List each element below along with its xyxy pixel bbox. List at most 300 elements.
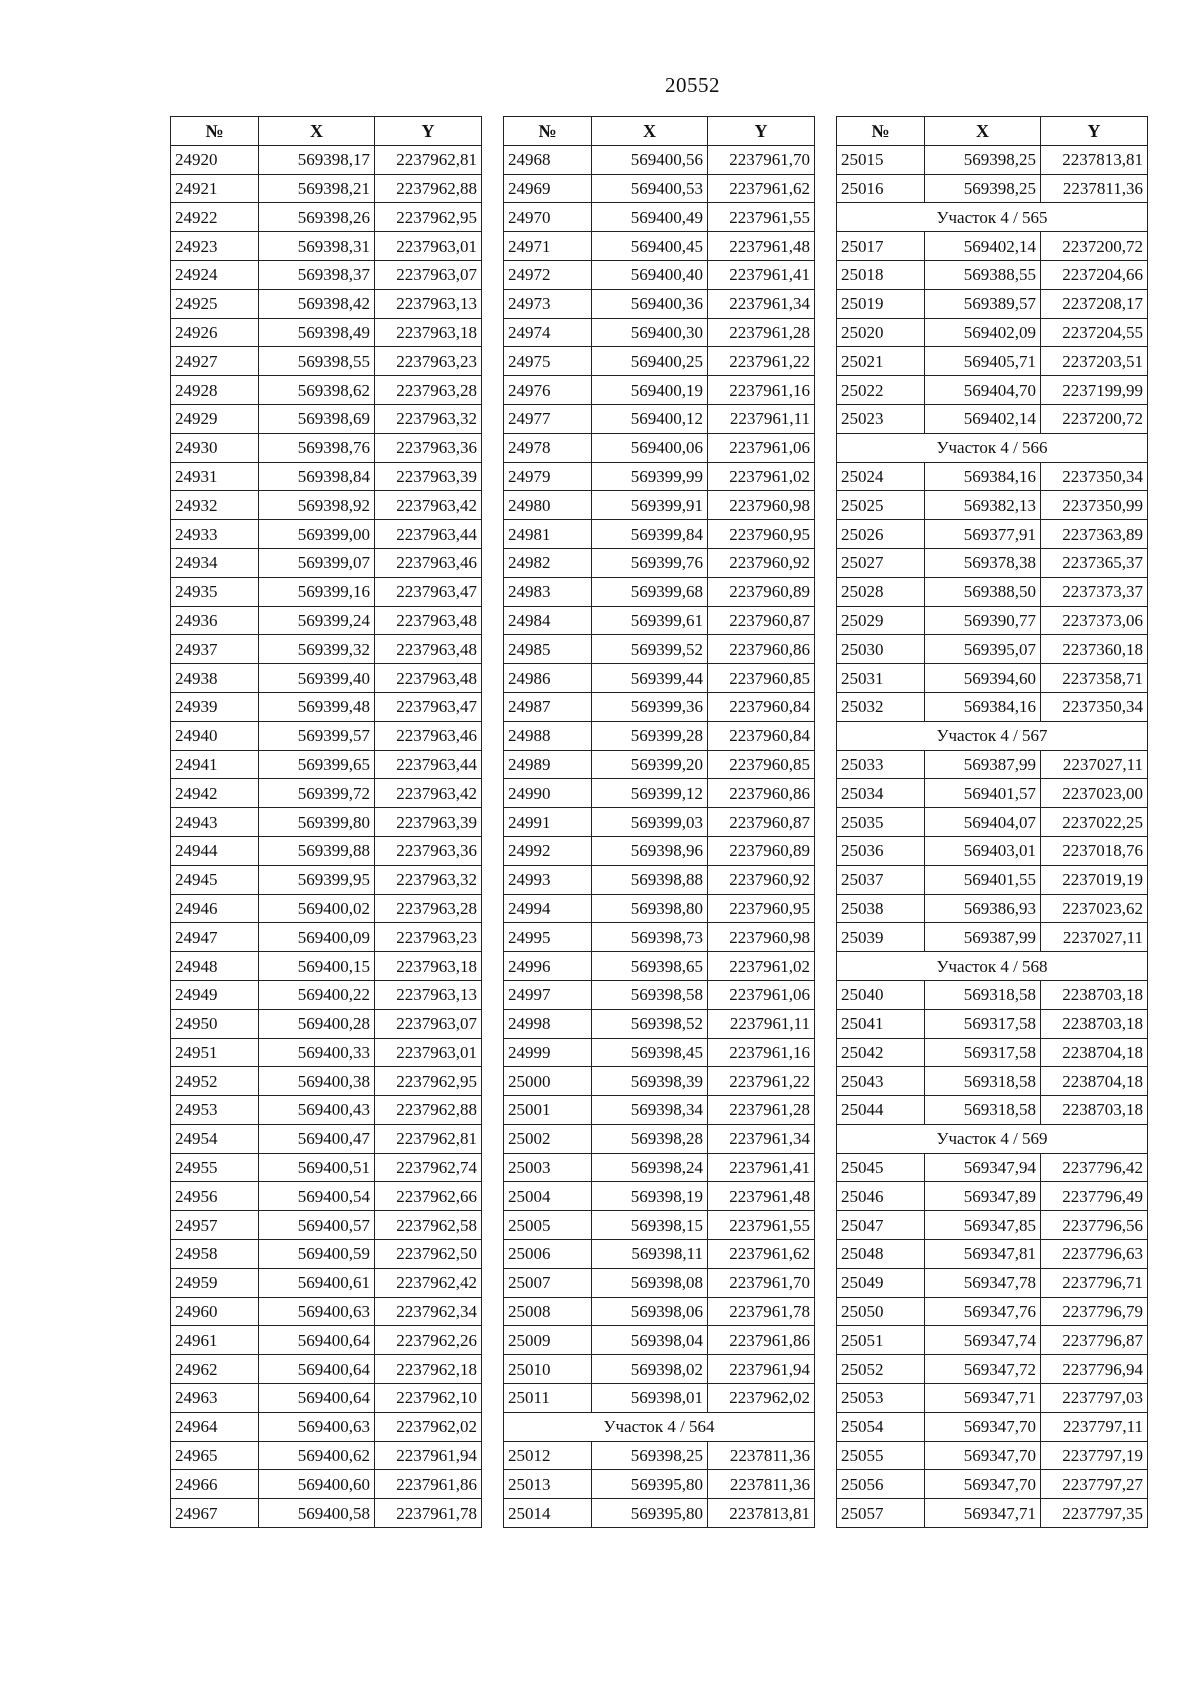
section-row (837, 721, 1148, 750)
coordinates-table-1 (170, 116, 482, 1528)
x-coordinate: 569400,64 (259, 1355, 375, 1384)
table-row (504, 1355, 815, 1384)
x-coordinate: 569400,54 (259, 1182, 375, 1211)
point-number: 25030 (837, 635, 925, 664)
y-coordinate: 2237960,84 (708, 692, 815, 721)
x-coordinate: 569386,93 (925, 894, 1041, 923)
point-number: 24985 (504, 635, 592, 664)
table-row (171, 1240, 482, 1269)
point-number: 24959 (171, 1268, 259, 1297)
table-row (837, 174, 1148, 203)
table-row (504, 289, 815, 318)
y-coordinate: 2237200,72 (1041, 232, 1148, 261)
table-row (504, 404, 815, 433)
table-row (171, 865, 482, 894)
x-coordinate: 569398,08 (592, 1268, 708, 1297)
y-coordinate: 2237960,95 (708, 894, 815, 923)
y-coordinate: 2237811,36 (708, 1441, 815, 1470)
y-coordinate: 2237960,85 (708, 664, 815, 693)
x-coordinate: 569399,07 (259, 548, 375, 577)
x-coordinate: 569405,71 (925, 347, 1041, 376)
header-y: Y (708, 117, 815, 146)
x-coordinate: 569399,65 (259, 750, 375, 779)
header-row (837, 117, 1148, 146)
table-row (837, 1182, 1148, 1211)
point-number: 25021 (837, 347, 925, 376)
x-coordinate: 569400,36 (592, 289, 708, 318)
table-row (504, 1067, 815, 1096)
table-row (171, 692, 482, 721)
y-coordinate: 2237796,87 (1041, 1326, 1148, 1355)
point-number: 24968 (504, 145, 592, 174)
x-coordinate: 569347,72 (925, 1355, 1041, 1384)
x-coordinate: 569395,07 (925, 635, 1041, 664)
point-number: 25036 (837, 836, 925, 865)
x-coordinate: 569398,28 (592, 1124, 708, 1153)
y-coordinate: 2237963,18 (375, 952, 482, 981)
table-row (504, 692, 815, 721)
point-number: 25009 (504, 1326, 592, 1355)
y-coordinate: 2237360,18 (1041, 635, 1148, 664)
point-number: 24977 (504, 404, 592, 433)
table-row (504, 520, 815, 549)
table-row (171, 750, 482, 779)
y-coordinate: 2237796,71 (1041, 1268, 1148, 1297)
table-row (837, 635, 1148, 664)
y-coordinate: 2237962,95 (375, 1067, 482, 1096)
table-row (837, 980, 1148, 1009)
x-coordinate: 569399,40 (259, 664, 375, 693)
header-x: X (592, 117, 708, 146)
x-coordinate: 569400,45 (592, 232, 708, 261)
point-number: 24950 (171, 1009, 259, 1038)
y-coordinate: 2237961,86 (708, 1326, 815, 1355)
x-coordinate: 569399,12 (592, 779, 708, 808)
table-row (171, 923, 482, 952)
section-title: Участок 4 / 566 (837, 433, 1148, 462)
y-coordinate: 2237961,78 (375, 1499, 482, 1528)
table-row (171, 433, 482, 462)
section-row (504, 1412, 815, 1441)
x-coordinate: 569387,99 (925, 923, 1041, 952)
table-row (837, 865, 1148, 894)
table-row (171, 203, 482, 232)
y-coordinate: 2237350,34 (1041, 692, 1148, 721)
y-coordinate: 2237204,55 (1041, 318, 1148, 347)
point-number: 25025 (837, 491, 925, 520)
y-coordinate: 2237813,81 (708, 1499, 815, 1528)
table-row (837, 520, 1148, 549)
y-coordinate: 2237350,99 (1041, 491, 1148, 520)
point-number: 24958 (171, 1240, 259, 1269)
x-coordinate: 569400,58 (259, 1499, 375, 1528)
point-number: 24938 (171, 664, 259, 693)
point-number: 25048 (837, 1240, 925, 1269)
point-number: 25034 (837, 779, 925, 808)
point-number: 24994 (504, 894, 592, 923)
point-number: 25006 (504, 1240, 592, 1269)
table-row (171, 577, 482, 606)
y-coordinate: 2237199,99 (1041, 376, 1148, 405)
y-coordinate: 2237373,06 (1041, 606, 1148, 635)
table-row (837, 1211, 1148, 1240)
x-coordinate: 569399,80 (259, 808, 375, 837)
x-coordinate: 569400,63 (259, 1297, 375, 1326)
y-coordinate: 2237962,10 (375, 1384, 482, 1413)
x-coordinate: 569317,58 (925, 1038, 1041, 1067)
point-number: 24999 (504, 1038, 592, 1067)
x-coordinate: 569398,21 (259, 174, 375, 203)
table-row (837, 1067, 1148, 1096)
x-coordinate: 569398,39 (592, 1067, 708, 1096)
section-title: Участок 4 / 568 (837, 952, 1148, 981)
table-row (504, 174, 815, 203)
x-coordinate: 569347,94 (925, 1153, 1041, 1182)
y-coordinate: 2237363,89 (1041, 520, 1148, 549)
point-number: 24993 (504, 865, 592, 894)
table-row (504, 1124, 815, 1153)
y-coordinate: 2237963,28 (375, 894, 482, 923)
y-coordinate: 2237962,50 (375, 1240, 482, 1269)
table-row (171, 1038, 482, 1067)
point-number: 24991 (504, 808, 592, 837)
y-coordinate: 2237963,46 (375, 548, 482, 577)
table-row (837, 1009, 1148, 1038)
table-row (171, 1009, 482, 1038)
x-coordinate: 569398,45 (592, 1038, 708, 1067)
table-row (837, 1240, 1148, 1269)
point-number: 25042 (837, 1038, 925, 1067)
point-number: 24986 (504, 664, 592, 693)
y-coordinate: 2237961,48 (708, 1182, 815, 1211)
y-coordinate: 2237961,62 (708, 174, 815, 203)
y-coordinate: 2237961,11 (708, 1009, 815, 1038)
point-number: 24944 (171, 836, 259, 865)
x-coordinate: 569347,70 (925, 1412, 1041, 1441)
x-coordinate: 569384,16 (925, 462, 1041, 491)
x-coordinate: 569399,61 (592, 606, 708, 635)
y-coordinate: 2237960,85 (708, 750, 815, 779)
table-row (837, 318, 1148, 347)
y-coordinate: 2237365,37 (1041, 548, 1148, 577)
point-number: 24983 (504, 577, 592, 606)
point-number: 25013 (504, 1470, 592, 1499)
point-number: 25037 (837, 865, 925, 894)
header-x: X (925, 117, 1041, 146)
table-row (504, 1038, 815, 1067)
x-coordinate: 569398,19 (592, 1182, 708, 1211)
table-row (837, 260, 1148, 289)
point-number: 24970 (504, 203, 592, 232)
y-coordinate: 2237961,28 (708, 1096, 815, 1125)
y-coordinate: 2237961,41 (708, 260, 815, 289)
point-number: 24928 (171, 376, 259, 405)
point-number: 24997 (504, 980, 592, 1009)
table-row (837, 664, 1148, 693)
x-coordinate: 569398,73 (592, 923, 708, 952)
page-number: 20552 (665, 73, 720, 97)
y-coordinate: 2237960,89 (708, 836, 815, 865)
table-row (837, 606, 1148, 635)
table-row (837, 1355, 1148, 1384)
y-coordinate: 2237203,51 (1041, 347, 1148, 376)
x-coordinate: 569400,43 (259, 1096, 375, 1125)
y-coordinate: 2237796,56 (1041, 1211, 1148, 1240)
point-number: 24924 (171, 260, 259, 289)
point-number: 24947 (171, 923, 259, 952)
point-number: 25053 (837, 1384, 925, 1413)
y-coordinate: 2237796,63 (1041, 1240, 1148, 1269)
y-coordinate: 2237027,11 (1041, 750, 1148, 779)
x-coordinate: 569398,25 (925, 174, 1041, 203)
point-number: 25008 (504, 1297, 592, 1326)
point-number: 24921 (171, 174, 259, 203)
section-title: Участок 4 / 569 (837, 1124, 1148, 1153)
table-row (171, 635, 482, 664)
section-row (837, 952, 1148, 981)
x-coordinate: 569398,58 (592, 980, 708, 1009)
x-coordinate: 569400,53 (592, 174, 708, 203)
point-number: 24969 (504, 174, 592, 203)
x-coordinate: 569398,65 (592, 952, 708, 981)
x-coordinate: 569398,04 (592, 1326, 708, 1355)
point-number: 24995 (504, 923, 592, 952)
x-coordinate: 569400,59 (259, 1240, 375, 1269)
table-row (504, 260, 815, 289)
table-row (504, 548, 815, 577)
x-coordinate: 569400,33 (259, 1038, 375, 1067)
table-row (837, 462, 1148, 491)
point-number: 25045 (837, 1153, 925, 1182)
table-row (171, 1412, 482, 1441)
point-number: 25031 (837, 664, 925, 693)
y-coordinate: 2237961,02 (708, 952, 815, 981)
x-coordinate: 569398,42 (259, 289, 375, 318)
point-number: 24931 (171, 462, 259, 491)
point-number: 24937 (171, 635, 259, 664)
point-number: 25010 (504, 1355, 592, 1384)
table-row (837, 1297, 1148, 1326)
x-coordinate: 569398,76 (259, 433, 375, 462)
table-row (171, 980, 482, 1009)
table-row (837, 836, 1148, 865)
y-coordinate: 2237796,49 (1041, 1182, 1148, 1211)
point-number: 25026 (837, 520, 925, 549)
table-row (504, 1268, 815, 1297)
x-coordinate: 569398,01 (592, 1384, 708, 1413)
x-coordinate: 569398,11 (592, 1240, 708, 1269)
header-number: № (171, 117, 259, 146)
section-title: Участок 4 / 565 (837, 203, 1148, 232)
y-coordinate: 2237019,19 (1041, 865, 1148, 894)
x-coordinate: 569398,34 (592, 1096, 708, 1125)
point-number: 24976 (504, 376, 592, 405)
y-coordinate: 2237023,00 (1041, 779, 1148, 808)
x-coordinate: 569399,24 (259, 606, 375, 635)
y-coordinate: 2237963,28 (375, 376, 482, 405)
x-coordinate: 569400,57 (259, 1211, 375, 1240)
table-row (171, 145, 482, 174)
x-coordinate: 569398,69 (259, 404, 375, 433)
point-number: 24963 (171, 1384, 259, 1413)
x-coordinate: 569387,99 (925, 750, 1041, 779)
y-coordinate: 2237963,48 (375, 664, 482, 693)
y-coordinate: 2237961,02 (708, 462, 815, 491)
point-number: 25015 (837, 145, 925, 174)
table-row (504, 1326, 815, 1355)
x-coordinate: 569400,12 (592, 404, 708, 433)
point-number: 24984 (504, 606, 592, 635)
point-number: 24972 (504, 260, 592, 289)
point-number: 24942 (171, 779, 259, 808)
table-row (171, 1441, 482, 1470)
point-number: 24932 (171, 491, 259, 520)
x-coordinate: 569399,91 (592, 491, 708, 520)
x-coordinate: 569401,57 (925, 779, 1041, 808)
y-coordinate: 2237961,62 (708, 1240, 815, 1269)
y-coordinate: 2237960,87 (708, 808, 815, 837)
point-number: 24965 (171, 1441, 259, 1470)
y-coordinate: 2237962,58 (375, 1211, 482, 1240)
table-row (171, 520, 482, 549)
y-coordinate: 2238703,18 (1041, 980, 1148, 1009)
y-coordinate: 2237960,84 (708, 721, 815, 750)
y-coordinate: 2237963,23 (375, 347, 482, 376)
point-number: 24955 (171, 1153, 259, 1182)
table-row (504, 865, 815, 894)
x-coordinate: 569401,55 (925, 865, 1041, 894)
table-row (504, 1470, 815, 1499)
y-coordinate: 2237962,18 (375, 1355, 482, 1384)
coordinates-table-3 (836, 116, 1148, 1528)
point-number: 25022 (837, 376, 925, 405)
x-coordinate: 569400,56 (592, 145, 708, 174)
point-number: 25000 (504, 1067, 592, 1096)
header-number: № (837, 117, 925, 146)
x-coordinate: 569347,71 (925, 1499, 1041, 1528)
x-coordinate: 569398,25 (925, 145, 1041, 174)
x-coordinate: 569318,58 (925, 980, 1041, 1009)
y-coordinate: 2237797,11 (1041, 1412, 1148, 1441)
x-coordinate: 569399,84 (592, 520, 708, 549)
y-coordinate: 2237796,94 (1041, 1355, 1148, 1384)
x-coordinate: 569400,22 (259, 980, 375, 1009)
y-coordinate: 2237018,76 (1041, 836, 1148, 865)
point-number: 25028 (837, 577, 925, 606)
point-number: 24960 (171, 1297, 259, 1326)
y-coordinate: 2237960,98 (708, 491, 815, 520)
x-coordinate: 569347,71 (925, 1384, 1041, 1413)
table-row (171, 1096, 482, 1125)
table-row (504, 894, 815, 923)
y-coordinate: 2237961,06 (708, 980, 815, 1009)
point-number: 24948 (171, 952, 259, 981)
x-coordinate: 569398,26 (259, 203, 375, 232)
x-coordinate: 569399,52 (592, 635, 708, 664)
y-coordinate: 2237811,36 (708, 1470, 815, 1499)
point-number: 24946 (171, 894, 259, 923)
y-coordinate: 2237963,47 (375, 692, 482, 721)
table-row (837, 1470, 1148, 1499)
y-coordinate: 2237962,02 (708, 1384, 815, 1413)
table-row (504, 1240, 815, 1269)
y-coordinate: 2237960,92 (708, 548, 815, 577)
point-number: 25007 (504, 1268, 592, 1297)
x-coordinate: 569400,02 (259, 894, 375, 923)
point-number: 24941 (171, 750, 259, 779)
point-number: 24992 (504, 836, 592, 865)
header-x: X (259, 117, 375, 146)
y-coordinate: 2237963,01 (375, 232, 482, 261)
x-coordinate: 569347,81 (925, 1240, 1041, 1269)
table-row (837, 1153, 1148, 1182)
y-coordinate: 2237204,66 (1041, 260, 1148, 289)
y-coordinate: 2237963,13 (375, 289, 482, 318)
point-number: 24996 (504, 952, 592, 981)
table-row (171, 232, 482, 261)
y-coordinate: 2237962,26 (375, 1326, 482, 1355)
y-coordinate: 2237027,11 (1041, 923, 1148, 952)
point-number: 24930 (171, 433, 259, 462)
x-coordinate: 569403,01 (925, 836, 1041, 865)
table-row (504, 491, 815, 520)
section-row (837, 433, 1148, 462)
table-row (504, 1182, 815, 1211)
table-row (171, 836, 482, 865)
y-coordinate: 2237961,06 (708, 433, 815, 462)
point-number: 25018 (837, 260, 925, 289)
x-coordinate: 569398,80 (592, 894, 708, 923)
point-number: 24952 (171, 1067, 259, 1096)
y-coordinate: 2237962,81 (375, 1124, 482, 1153)
x-coordinate: 569400,40 (592, 260, 708, 289)
point-number: 25032 (837, 692, 925, 721)
table-row (504, 750, 815, 779)
section-title: Участок 4 / 567 (837, 721, 1148, 750)
y-coordinate: 2237963,01 (375, 1038, 482, 1067)
point-number: 24923 (171, 232, 259, 261)
point-number: 25047 (837, 1211, 925, 1240)
x-coordinate: 569400,60 (259, 1470, 375, 1499)
point-number: 25012 (504, 1441, 592, 1470)
y-coordinate: 2237960,86 (708, 635, 815, 664)
point-number: 25050 (837, 1297, 925, 1326)
table-row (171, 779, 482, 808)
x-coordinate: 569400,25 (592, 347, 708, 376)
point-number: 25020 (837, 318, 925, 347)
point-number: 25019 (837, 289, 925, 318)
table-row (171, 260, 482, 289)
x-coordinate: 569399,20 (592, 750, 708, 779)
y-coordinate: 2237960,95 (708, 520, 815, 549)
y-coordinate: 2237962,95 (375, 203, 482, 232)
y-coordinate: 2237961,86 (375, 1470, 482, 1499)
y-coordinate: 2237962,88 (375, 1096, 482, 1125)
point-number: 24956 (171, 1182, 259, 1211)
point-number: 24927 (171, 347, 259, 376)
x-coordinate: 569399,88 (259, 836, 375, 865)
table-row (837, 1268, 1148, 1297)
point-number: 25041 (837, 1009, 925, 1038)
x-coordinate: 569398,37 (259, 260, 375, 289)
table-row (171, 952, 482, 981)
point-number: 24925 (171, 289, 259, 318)
y-coordinate: 2237963,36 (375, 433, 482, 462)
table-row (171, 376, 482, 405)
y-coordinate: 2237963,46 (375, 721, 482, 750)
point-number: 24973 (504, 289, 592, 318)
y-coordinate: 2237963,39 (375, 808, 482, 837)
